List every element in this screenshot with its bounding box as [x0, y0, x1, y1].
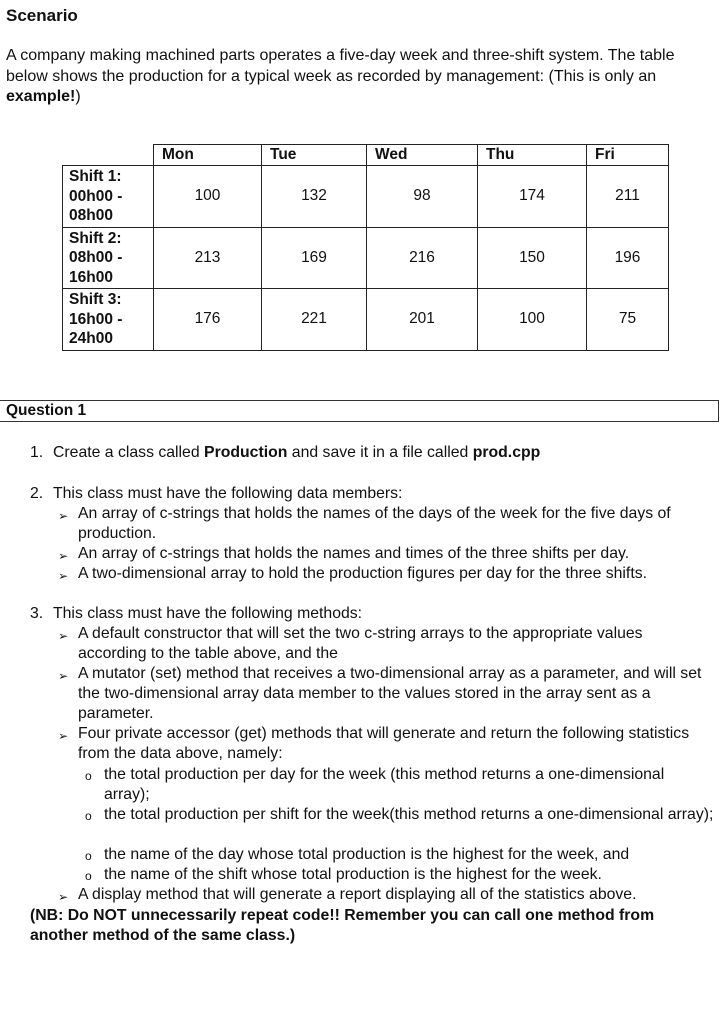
- production-table: [62, 144, 669, 351]
- list-item: An array of c-strings that holds the names and times of the three shifts per day.: [78, 545, 630, 562]
- list-item: Four private accessor (get) methods that will generate and return the following statistics from the data above, namely:: [78, 725, 690, 763]
- table-cell: 132: [262, 166, 367, 228]
- table-cell: 75: [587, 289, 669, 351]
- shift-label: Shift 2: 08h00 - 16h00: [63, 227, 154, 289]
- table-cell: 221: [262, 289, 367, 351]
- circle-bullet-icon: o: [85, 769, 92, 783]
- file-name: prod.cpp: [472, 444, 541, 461]
- arrow-bullet-icon: ➢: [58, 669, 69, 683]
- question-title: Question 1: [6, 402, 87, 419]
- table-cell: 196: [587, 227, 669, 289]
- list-item: A default constructor that will set the two c-string arrays to the appropriate values according to the table above, and the: [78, 625, 643, 663]
- sub-list-item: the name of the day whose total production is the highest for the week, and: [104, 846, 630, 863]
- table-cell: 201: [367, 289, 478, 351]
- table-cell: 176: [154, 289, 262, 351]
- list-item: A display method that will generate a report displaying all of the statistics above.: [78, 886, 637, 903]
- day-header: Thu: [478, 145, 587, 166]
- class-name: Production: [204, 444, 288, 461]
- shift-label: Shift 3: 16h00 - 24h00: [63, 289, 154, 351]
- table-row: [63, 227, 669, 289]
- table-header-row: [63, 145, 669, 166]
- sub-list-item: the total production per day for the week (this method returns a one-dimensional array);: [104, 766, 665, 804]
- sub-list-item: the total production per shift for the week(this method returns a one-dimensional array);: [104, 806, 714, 823]
- table-row: [63, 289, 669, 351]
- item-number: 2.: [30, 485, 44, 502]
- item-number: 1.: [30, 444, 44, 461]
- arrow-bullet-icon: ➢: [58, 629, 69, 643]
- item-2: This class must have the following data members:: [53, 485, 403, 502]
- corner-cell: [63, 145, 154, 166]
- table-cell: 100: [478, 289, 587, 351]
- table-cell: 150: [478, 227, 587, 289]
- intro-text: A company making machined parts operates a five-day week and three-shift system. The table below shows the production for a typical week as recorded by management: (This is only an: [6, 47, 675, 85]
- table-cell: 211: [587, 166, 669, 228]
- table-cell: 98: [367, 166, 478, 228]
- circle-bullet-icon: o: [85, 849, 92, 863]
- table-cell: 216: [367, 227, 478, 289]
- day-header: Tue: [262, 145, 367, 166]
- scenario-heading: Scenario: [6, 6, 78, 25]
- list-item: An array of c-strings that holds the names of the days of the week for the five days of production.: [78, 505, 671, 543]
- list-item: A mutator (set) method that receives a two-dimensional array as a parameter, and will set the two-dimensional array data member to the values stored in the array sent as a parameter.: [78, 665, 702, 723]
- table-cell: 169: [262, 227, 367, 289]
- intro-bold: example!: [6, 88, 76, 105]
- item-1: Create a class called Production and save it in a file called prod.cpp: [53, 444, 541, 461]
- question-title-bar: [0, 400, 719, 422]
- intro-end: ): [75, 88, 81, 105]
- scenario-intro: [6, 46, 712, 108]
- list-item: A two-dimensional array to hold the production figures per day for the three shifts.: [78, 565, 647, 582]
- sub-list-item: the name of the shift whose total production is the highest for the week.: [104, 866, 602, 883]
- table-cell: 213: [154, 227, 262, 289]
- day-header: Mon: [154, 145, 262, 166]
- nb-note: (NB: Do NOT unnecessarily repeat code!! Remember you can call one method from another method of the same class.): [30, 907, 655, 945]
- shift-label: Shift 1: 00h00 - 08h00: [63, 166, 154, 228]
- arrow-bullet-icon: ➢: [58, 729, 69, 743]
- arrow-bullet-icon: ➢: [58, 509, 69, 523]
- arrow-bullet-icon: ➢: [58, 890, 69, 904]
- day-header: Fri: [587, 145, 669, 166]
- table-cell: 174: [478, 166, 587, 228]
- table-row: [63, 166, 669, 228]
- table-cell: 100: [154, 166, 262, 228]
- day-header: Wed: [367, 145, 478, 166]
- item-3: This class must have the following methods:: [53, 605, 363, 622]
- circle-bullet-icon: o: [85, 869, 92, 883]
- item-number: 3.: [30, 605, 44, 622]
- arrow-bullet-icon: ➢: [58, 569, 69, 583]
- arrow-bullet-icon: ➢: [58, 549, 69, 563]
- circle-bullet-icon: o: [85, 809, 92, 823]
